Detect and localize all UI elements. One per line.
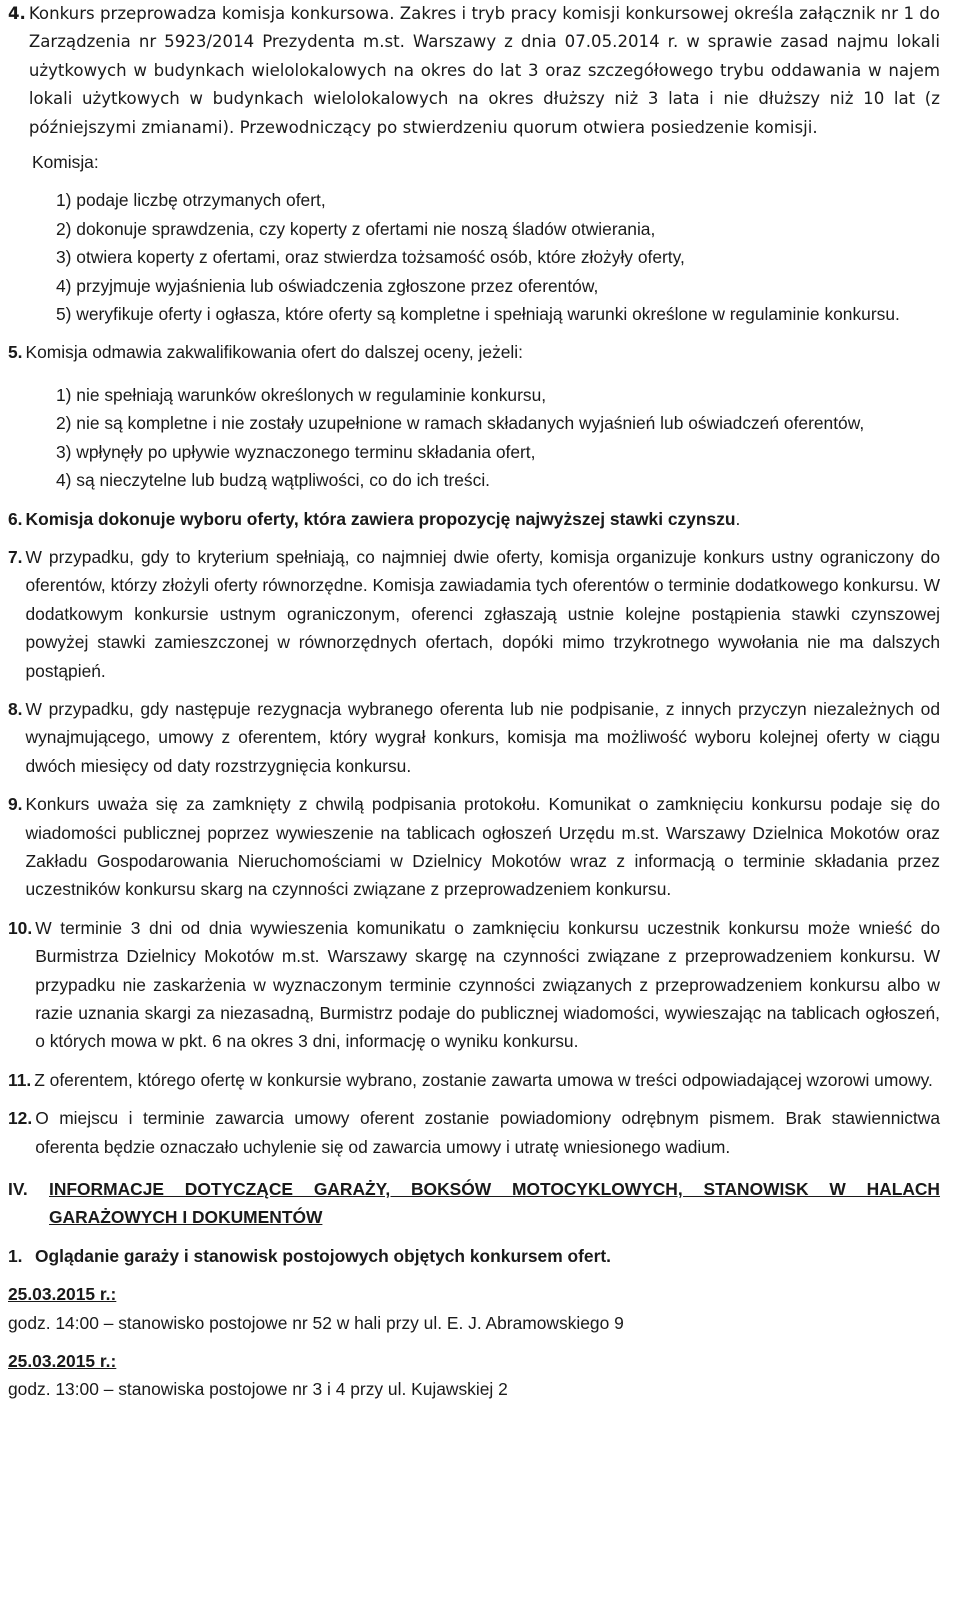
section-4-number: IV.	[8, 1179, 28, 1200]
paragraph-10-text: W terminie 3 dni od dnia wywieszenia komunikatu o zamknięciu konkursu uczestnik konkursu może wnieść do Burmistrza Dzielnicy Mokotów m.st. Warszawy skargę na czynności związane z przeprowadzeniem konkursu. W przypadku nie zaskarżenia w wyznaczonym terminie czynności związanych z przeprowadzeniem konkursu albo w razie uznania skargi za niezasadną, Burmistrz podaje do publicznej wiadomości, wywieszając na tablicach ogłoszeń, o których mowa w pkt. 6 na okres 3 dni, informację o wyniku konkursu.	[35, 917, 940, 1052]
paragraph-8-number: 8.	[8, 698, 23, 719]
list-item: 2) dokonuje sprawdzenia, czy koperty z ofertami nie noszą śladów otwierania,	[56, 218, 656, 239]
paragraph-4	[8, 0, 940, 142]
section-4-heading	[8, 1175, 940, 1232]
paragraph-6-text-wrap	[23, 505, 940, 533]
paragraph-8	[8, 695, 940, 780]
paragraph-12-number: 12.	[8, 1108, 33, 1129]
paragraph-5	[8, 338, 940, 366]
paragraph-12-text: O miejscu i terminie zawarcia umowy oferent zostanie powiadomiony odrębnym pismem. Brak stawiennictwa oferenta będzie oznaczało uchylenie się od zawarcia umowy i utratę wniesionego wadium.	[35, 1108, 940, 1157]
paragraph-11-number: 11.	[8, 1069, 32, 1090]
paragraph-6-text: Komisja dokonuje wyboru oferty, która zawiera propozycję najwyższej stawki czynszu	[25, 508, 736, 529]
paragraph-6-number: 6.	[8, 508, 23, 529]
rejection-criteria-list	[8, 381, 940, 495]
paragraph-7-number: 7.	[8, 546, 23, 567]
paragraph-7	[8, 543, 940, 685]
paragraph-9-text: Konkurs uważa się za zamknięty z chwilą podpisania protokołu. Komunikat o zamknięciu konkursu podaje się do wiadomości publicznej poprzez wywieszenie na tablicach ogłoszeń Urzędu m.st. Warszawy Dzielnica Mokotów oraz Zakładu Gospodarowania Nieruchomościami w Dzielnicy Mokotów wraz z informacją o terminie składania przez uczestników konkursu skarg na czynności związane z przeprowadzeniem konkursu.	[25, 794, 940, 900]
list-item: 3) wpłynęły po upływie wyznaczonego terminu składania ofert,	[56, 441, 536, 462]
paragraph-9-number: 9.	[8, 794, 23, 815]
subsection-1-title: Oglądanie garaży i stanowisk postojowych objętych konkursem ofert.	[35, 1245, 611, 1266]
paragraph-6-tail: .	[735, 508, 741, 529]
paragraph-10-number: 10.	[8, 917, 33, 938]
subsection-1-number: 1.	[8, 1245, 23, 1266]
komisja-intro: Komisja:	[32, 152, 99, 173]
list-item: 5) weryfikuje oferty i ogłasza, które oferty są kompletne i spełniają warunki określone w regulaminie konkursu.	[56, 304, 900, 325]
paragraph-11-text: Z oferentem, którego ofertę w konkursie wybrano, zostanie zawarta umowa w treści odpowiadającej wzorowi umowy.	[34, 1069, 933, 1090]
viewing-detail: godz. 14:00 – stanowisko postojowe nr 52 w hali przy ul. E. J. Abramowskiego 9	[8, 1312, 624, 1333]
list-item: 4) są nieczytelne lub budzą wątpliwości, co do ich treści.	[56, 470, 491, 491]
paragraph-8-text: W przypadku, gdy następuje rezygnacja wybranego oferenta lub nie podpisanie, z innych przyczyn niezależnych od wynajmującego, umowy z oferentem, który wygrał konkurs, komisja ma możliwość wyboru kolejnej oferty w ciągu dwóch miesięcy od daty rozstrzygnięcia konkursu.	[25, 698, 940, 776]
paragraph-11	[8, 1066, 940, 1094]
paragraph-10	[8, 914, 940, 1056]
paragraph-6	[8, 505, 940, 533]
viewing-date: 25.03.2015 r.:	[8, 1284, 117, 1305]
paragraph-12	[8, 1104, 940, 1161]
list-item: 4) przyjmuje wyjaśnienia lub oświadczenia zgłoszone przez oferentów,	[56, 275, 599, 296]
viewing-date: 25.03.2015 r.:	[8, 1351, 117, 1372]
list-item: 2) nie są kompletne i nie zostały uzupełnione w ramach składanych wyjaśnień lub oświadczeń oferentów,	[56, 413, 865, 434]
paragraph-4-text: Konkurs przeprowadza komisja konkursowa. Zakres i tryb pracy komisji konkursowej określa załącznik nr 1 do Zarządzenia nr 5923/2014 Prezydenta m.st. Warszawy z dnia 07.05.2014 r. w sprawie zasad najmu lokali użytkowych w budynkach wielolokalowych na okres do lat 3 oraz szczegółowego trybu oddawania w najem lokali użytkowych w budynkach wielolokalowych na okres dłuższy niż 3 lata i nie dłuższy niż 10 lat (z późniejszymi zmianami). Przewodniczący po stwierdzeniu quorum otwiera posiedzenie komisji.	[28, 4, 940, 137]
viewing-detail: godz. 13:00 – stanowiska postojowe nr 3 i 4 przy ul. Kujawskiej 2	[8, 1379, 508, 1400]
paragraph-7-text: W przypadku, gdy to kryterium spełniają, co najmniej dwie oferty, komisja organizuje konkurs ustny ograniczony do oferentów, którzy złożyli oferty równorzędne. Komisja zawiadamia tych oferentów o terminie dodatkowego konkursu. W dodatkowym konkursie ustnym ograniczonym, oferenci zgłaszają ustnie kolejne postąpienia stawki czynszowej powyżej stawki zamieszczonej w równorzędnych ofertach, dopóki mimo trzykrotnego wywołania nie ma dalszych postąpień.	[25, 546, 940, 681]
paragraph-4-number: 4.	[8, 4, 26, 23]
list-item: 1) podaje liczbę otrzymanych ofert,	[56, 190, 326, 211]
subsection-1-heading	[8, 1242, 940, 1270]
paragraph-5-text: Komisja odmawia zakwalifikowania ofert do dalszej oceny, jeżeli:	[25, 342, 523, 363]
section-4-title: INFORMACJE DOTYCZĄCE GARAŻY, BOKSÓW MOTOCYKLOWYCH, STANOWISK W HALACH GARAŻOWYCH I DOKUMENTÓW	[49, 1179, 940, 1228]
list-item: 1) nie spełniają warunków określonych w regulaminie konkursu,	[56, 384, 547, 405]
list-item: 3) otwiera koperty z ofertami, oraz stwierdza tożsamość osób, które złożyły oferty,	[56, 247, 685, 268]
paragraph-9	[8, 790, 940, 904]
komisja-duties-list	[8, 186, 940, 328]
paragraph-5-number: 5.	[8, 342, 23, 363]
